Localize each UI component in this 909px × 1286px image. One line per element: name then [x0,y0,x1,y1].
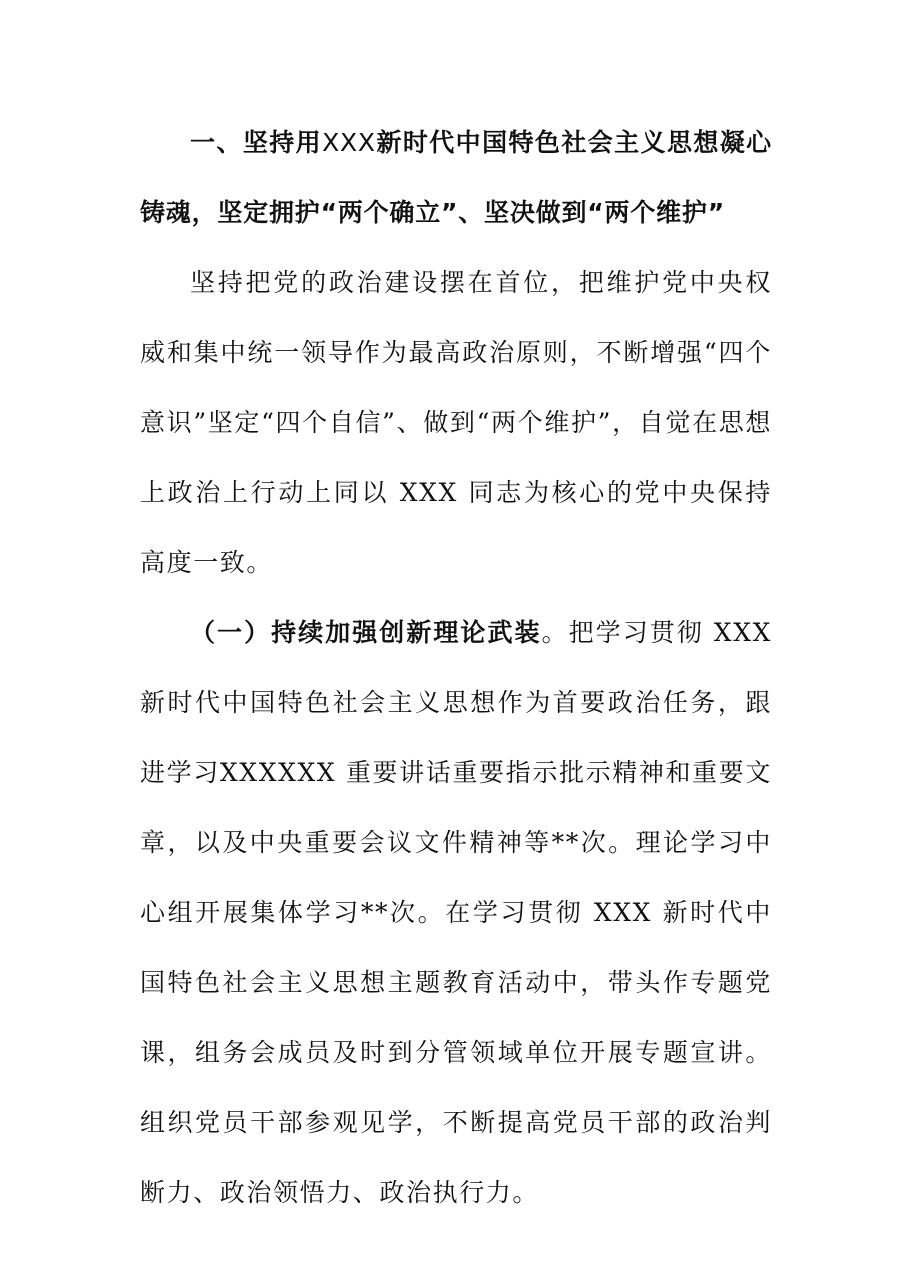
subsection-paragraph [140,598,772,1228]
section-heading-prefix: 一、坚持用 [190,128,323,157]
intro-paragraph: 坚持把党的政治建设摆在首位，把维护党中央权威和集中统一领导作为最高政治原则，不断增强“四个意识”坚定“四个自信”、做到“两个维护”，自觉在思想上政治上行动上同以 XXX 同志为核心的党中央保持高度一致。 [140,268,772,577]
subsection-body: 。把学习贯彻 XXX 新时代中国特色社会主义思想作为首要政治任务，跟进学习XXXXXX 重要讲话重要指示批示精神和重要文章，以及中央重要会议文件精神等**次。理论学习中心组开展集体学习**次。在学习贯彻 XXX 新时代中国特色社会主义思想主题教育活动中，带头作专题党课，组务会成员及时到分管领域单位开展专题宣讲。组织党员干部参观见学，不断提高党员干部的政治判断力、政治领悟力、政治执行力。 [140,618,772,1207]
section-heading [140,108,772,248]
section-heading-suffix: 新时代中国特色社会主义思想凝心铸魂，坚定拥护“两个确立”、坚决做到“两个维护” [140,128,772,227]
section-heading-placeholder-name: XXX [322,128,376,157]
document-body [140,108,772,1228]
subsection-heading: （一）持续加强创新理论武装 [190,618,542,647]
